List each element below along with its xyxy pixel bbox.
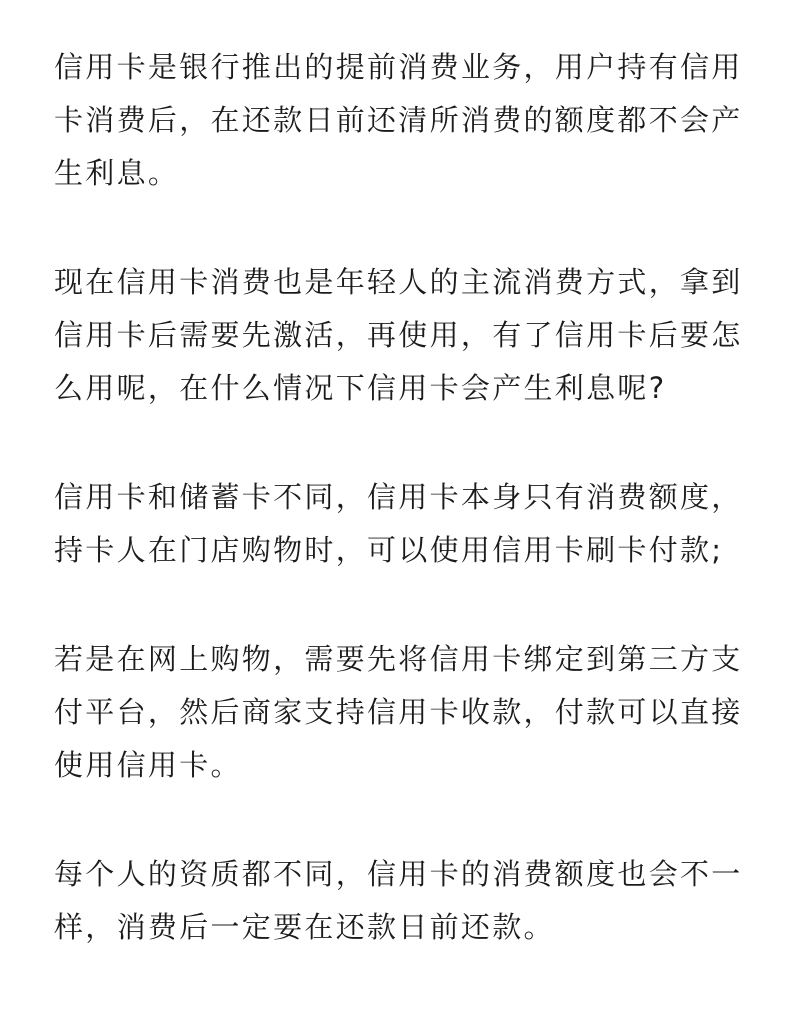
paragraph-line: 信用卡和储蓄卡不同，信用卡本身只有消费额度， [54,480,743,514]
paragraph-line: 信用卡是银行推出的提前消费业务，用户持有信用 [54,50,743,84]
paragraph-line: 么用呢，在什么情况下信用卡会产生利息呢? [54,371,667,405]
paragraph-1 [54,41,754,200]
paragraph-3 [54,471,754,577]
paragraph-line: 卡消费后，在还款日前还清所消费的额度都不会产 [54,103,743,137]
paragraph-line: 生利息。 [54,156,180,190]
paragraph-line: 若是在网上购物，需要先将信用卡绑定到第三方支 [54,642,743,676]
paragraph-line: 样，消费后一定要在还款日前还款。 [54,910,555,944]
paragraph-line: 使用信用卡。 [54,748,242,782]
paragraph-line: 付平台，然后商家支持信用卡收款，付款可以直接 [54,695,743,729]
paragraph-2 [54,256,754,415]
paragraph-4 [54,633,754,792]
paragraph-line: 现在信用卡消费也是年轻人的主流消费方式，拿到 [54,265,743,299]
paragraph-line: 信用卡后需要先激活，再使用，有了信用卡后要怎 [54,318,743,352]
paragraph-line: 每个人的资质都不同，信用卡的消费额度也会不一 [54,857,743,891]
paragraph-5 [54,848,754,954]
paragraph-line: 持卡人在门店购物时，可以使用信用卡刷卡付款; [54,533,724,567]
article-body [54,41,754,1010]
